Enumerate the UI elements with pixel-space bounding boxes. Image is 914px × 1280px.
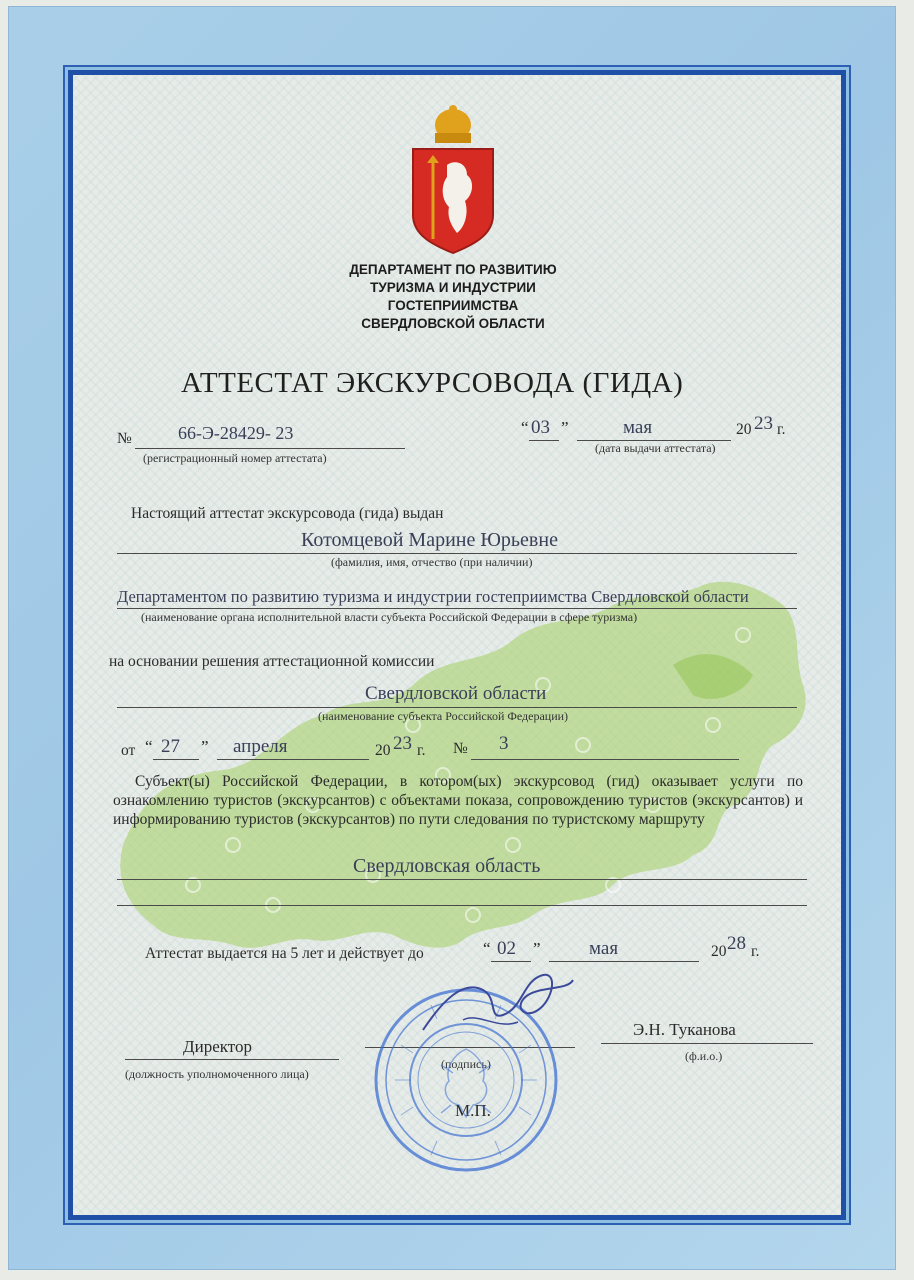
decision-month: апреля bbox=[233, 736, 288, 757]
signature-caption: (подпись) bbox=[441, 1057, 491, 1071]
validity-day: 02 bbox=[497, 938, 516, 959]
department-name bbox=[303, 261, 603, 333]
signer-position-caption: (должность уполномоченного лица) bbox=[125, 1067, 309, 1081]
issuing-authority-line bbox=[117, 608, 797, 609]
commission-region-caption: (наименование субъекта Российской Федерации) bbox=[318, 709, 569, 723]
validity-quote-close: ” bbox=[533, 939, 541, 958]
signer-position-line bbox=[125, 1059, 339, 1060]
commission-region-line bbox=[117, 707, 797, 708]
seal-mark: М.П. bbox=[455, 1101, 491, 1120]
department-line: ТУРИЗМА И ИНДУСТРИИ bbox=[370, 280, 536, 295]
issue-date-caption: (дата выдачи аттестата) bbox=[595, 441, 716, 455]
decision-year-mark: г. bbox=[417, 742, 426, 759]
registration-number-line bbox=[135, 448, 405, 449]
validity-year-prefix: 20 bbox=[711, 943, 727, 960]
service-region-line-2 bbox=[117, 905, 807, 906]
decision-month-line bbox=[217, 759, 369, 760]
issuing-authority-caption: (наименование органа исполнительной власти субъекта Российской Федерации в сфере туризма) bbox=[141, 610, 638, 624]
holder-name: Котомцевой Марине Юрьевне bbox=[301, 529, 558, 551]
issued-intro: Настоящий аттестат экскурсовода (гида) выдан bbox=[131, 505, 444, 522]
validity-quote-open: “ bbox=[483, 939, 491, 958]
decision-day: 27 bbox=[161, 736, 180, 757]
issue-month: мая bbox=[623, 417, 653, 438]
decision-quote-close: ” bbox=[201, 737, 209, 756]
commission-region: Свердловской области bbox=[365, 683, 547, 704]
holder-name-line bbox=[117, 553, 797, 554]
certificate-frame bbox=[68, 70, 846, 1220]
issuing-authority: Департаментом по развитию туризма и индустрии гостеприимства Свердловской области bbox=[117, 587, 749, 606]
issue-quote-open: “ bbox=[521, 418, 529, 437]
decision-from: от bbox=[121, 742, 136, 759]
decision-number-line bbox=[471, 759, 739, 760]
registration-number: 66-Э-28429- 23 bbox=[178, 423, 294, 443]
decision-number-sign: № bbox=[453, 740, 468, 757]
department-line: СВЕРДЛОВСКОЙ ОБЛАСТИ bbox=[361, 316, 545, 331]
registration-number-sign: № bbox=[117, 430, 132, 447]
issue-day-line bbox=[529, 440, 559, 441]
decision-year-prefix: 20 bbox=[375, 742, 391, 759]
validity-month: мая bbox=[589, 938, 619, 959]
issue-day: 03 bbox=[531, 417, 550, 438]
registration-number-caption: (регистрационный номер аттестата) bbox=[143, 451, 327, 465]
holder-name-caption: (фамилия, имя, отчество (при наличии) bbox=[331, 555, 533, 569]
decision-year-suffix: 23 bbox=[393, 733, 412, 754]
decision-number: 3 bbox=[499, 733, 509, 754]
service-region-line bbox=[117, 879, 807, 880]
department-line: ДЕПАРТАМЕНТ ПО РАЗВИТИЮ bbox=[349, 262, 557, 277]
service-region: Свердловская область bbox=[353, 855, 541, 877]
coat-of-arms-icon bbox=[407, 103, 499, 255]
validity-year-suffix: 28 bbox=[727, 933, 746, 954]
issue-year-mark: г. bbox=[777, 421, 786, 438]
certificate-title: АТТЕСТАТ ЭКСКУРСОВОДА (ГИДА) bbox=[181, 367, 684, 399]
decision-day-line bbox=[153, 759, 199, 760]
validity-text: Аттестат выдается на 5 лет и действует до bbox=[145, 945, 424, 962]
issue-year-suffix: 23 bbox=[754, 413, 773, 434]
signer-position: Директор bbox=[183, 1037, 252, 1056]
issue-quote-close: ” bbox=[561, 418, 569, 437]
decision-quote-open: “ bbox=[145, 737, 153, 756]
basis-text: на основании решения аттестационной комиссии bbox=[109, 653, 435, 670]
department-line: ГОСТЕПРИИМСТВА bbox=[387, 298, 519, 313]
signer-name: Э.Н. Туканова bbox=[633, 1020, 736, 1039]
validity-year-mark: г. bbox=[751, 943, 760, 960]
signature-scribble-icon bbox=[403, 960, 583, 1050]
service-paragraph: Субъект(ы) Российской Федерации, в котором(ых) экскурсовод (гид) оказывает услуги по ознакомлению туристов (экскурсантов) с объектами показа, сопровождению туристов (экскурсантов) и информированию туристов (экскурсантов) по пути следования по туристскому маршруту bbox=[113, 773, 803, 828]
issue-year-prefix: 20 bbox=[736, 421, 752, 438]
signer-name-caption: (ф.и.о.) bbox=[685, 1049, 723, 1063]
signer-name-line bbox=[601, 1043, 813, 1044]
